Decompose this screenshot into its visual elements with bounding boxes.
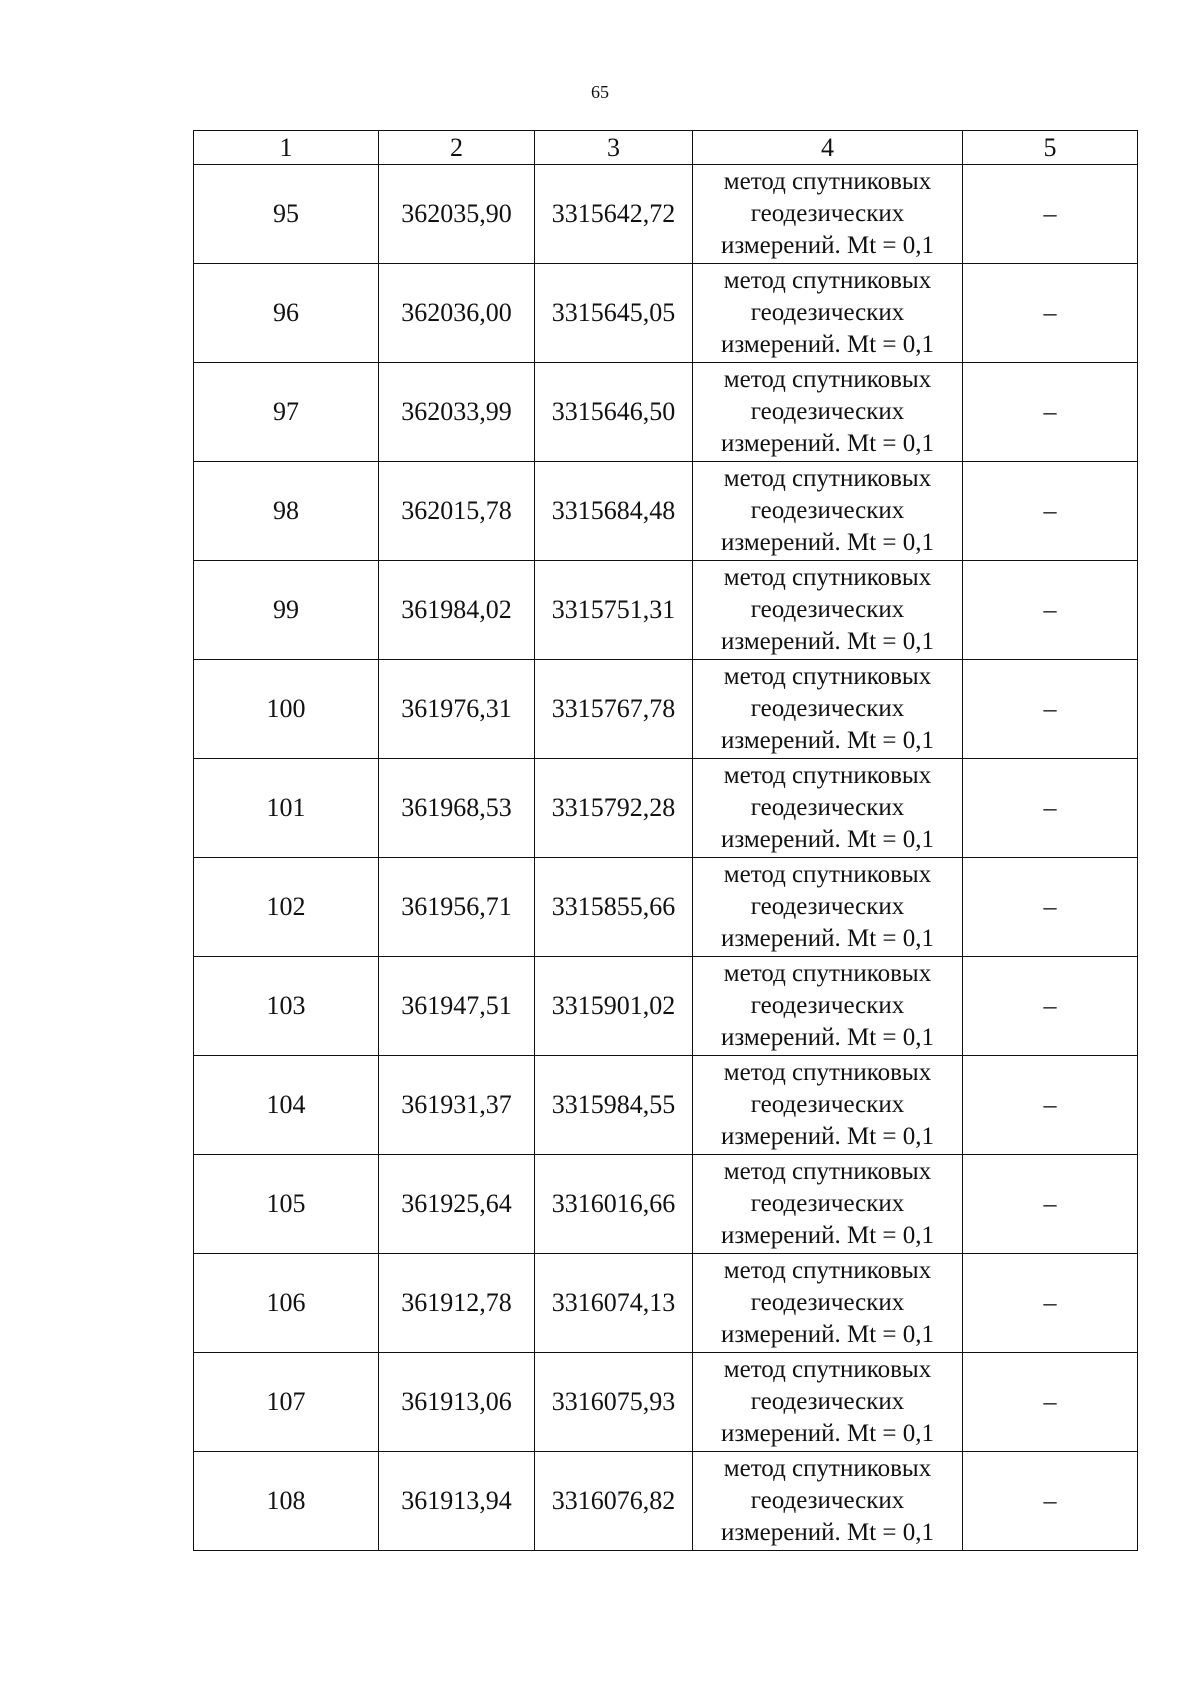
- point-number-cell: 104: [194, 1056, 379, 1155]
- method-text-line: геодезических: [750, 1289, 905, 1316]
- y-coordinate-cell: 3315642,72: [535, 165, 693, 264]
- x-coordinate-cell: 361913,06: [379, 1353, 535, 1452]
- method-cell: [693, 561, 963, 660]
- method-text-line: метод спутниковых: [723, 663, 932, 690]
- point-number-cell: 100: [194, 660, 379, 759]
- coordinates-table: [193, 130, 1138, 1551]
- y-coordinate-cell: 3315901,02: [535, 957, 693, 1056]
- method-cell: [693, 462, 963, 561]
- table-row: [194, 165, 1138, 264]
- method-text-line: метод спутниковых: [723, 366, 932, 393]
- point-number-cell: 99: [194, 561, 379, 660]
- header-cell-5: 5: [963, 131, 1138, 165]
- note-cell: –: [963, 957, 1138, 1056]
- table-row: [194, 1353, 1138, 1452]
- method-text-line: метод спутниковых: [723, 960, 932, 987]
- table-row: [194, 561, 1138, 660]
- method-text-line: измерений. Mt = 0,1: [720, 628, 935, 655]
- method-cell: [693, 1155, 963, 1254]
- method-text-line: геодезических: [750, 200, 905, 227]
- y-coordinate-cell: 3315645,05: [535, 264, 693, 363]
- x-coordinate-cell: 361913,94: [379, 1452, 535, 1551]
- x-coordinate-cell: 361984,02: [379, 561, 535, 660]
- y-coordinate-cell: 3315855,66: [535, 858, 693, 957]
- x-coordinate-cell: 361925,64: [379, 1155, 535, 1254]
- table-row: [194, 858, 1138, 957]
- y-coordinate-cell: 3315792,28: [535, 759, 693, 858]
- method-text-line: метод спутниковых: [723, 1455, 932, 1482]
- x-coordinate-cell: 361968,53: [379, 759, 535, 858]
- method-text-line: геодезических: [750, 794, 905, 821]
- point-number-cell: 107: [194, 1353, 379, 1452]
- method-text-line: метод спутниковых: [723, 564, 932, 591]
- method-text-line: геодезических: [750, 596, 905, 623]
- method-text-line: геодезических: [750, 1190, 905, 1217]
- method-cell: [693, 363, 963, 462]
- y-coordinate-cell: 3316074,13: [535, 1254, 693, 1353]
- method-text-line: метод спутниковых: [723, 861, 932, 888]
- method-text-line: измерений. Mt = 0,1: [720, 529, 935, 556]
- table-header-row: [194, 131, 1138, 165]
- note-cell: –: [963, 858, 1138, 957]
- method-text-line: измерений. Mt = 0,1: [720, 1222, 935, 1249]
- method-cell: [693, 264, 963, 363]
- point-number-cell: 95: [194, 165, 379, 264]
- note-cell: –: [963, 1254, 1138, 1353]
- method-cell: [693, 957, 963, 1056]
- method-text-line: метод спутниковых: [723, 465, 932, 492]
- method-text-line: метод спутниковых: [723, 762, 932, 789]
- method-text-line: метод спутниковых: [723, 267, 932, 294]
- x-coordinate-cell: 361931,37: [379, 1056, 535, 1155]
- point-number-cell: 108: [194, 1452, 379, 1551]
- method-text-line: измерений. Mt = 0,1: [720, 232, 935, 259]
- method-text-line: измерений. Mt = 0,1: [720, 826, 935, 853]
- method-text-line: метод спутниковых: [723, 1158, 932, 1185]
- x-coordinate-cell: 361947,51: [379, 957, 535, 1056]
- note-cell: –: [963, 1353, 1138, 1452]
- note-cell: –: [963, 759, 1138, 858]
- method-cell: [693, 165, 963, 264]
- method-text-line: геодезических: [750, 695, 905, 722]
- x-coordinate-cell: 362035,90: [379, 165, 535, 264]
- table-row: [194, 957, 1138, 1056]
- method-text-line: геодезических: [750, 299, 905, 326]
- table-row: [194, 1452, 1138, 1551]
- table-body: [194, 165, 1138, 1551]
- method-text-line: геодезических: [750, 398, 905, 425]
- note-cell: –: [963, 660, 1138, 759]
- method-text-line: измерений. Mt = 0,1: [720, 727, 935, 754]
- method-cell: [693, 858, 963, 957]
- x-coordinate-cell: 362036,00: [379, 264, 535, 363]
- y-coordinate-cell: 3315984,55: [535, 1056, 693, 1155]
- point-number-cell: 102: [194, 858, 379, 957]
- header-cell-3: 3: [535, 131, 693, 165]
- point-number-cell: 106: [194, 1254, 379, 1353]
- x-coordinate-cell: 362033,99: [379, 363, 535, 462]
- point-number-cell: 103: [194, 957, 379, 1056]
- table-row: [194, 264, 1138, 363]
- table-row: [194, 1056, 1138, 1155]
- method-text-line: измерений. Mt = 0,1: [720, 1024, 935, 1051]
- point-number-cell: 96: [194, 264, 379, 363]
- y-coordinate-cell: 3315646,50: [535, 363, 693, 462]
- method-text-line: измерений. Mt = 0,1: [720, 1321, 935, 1348]
- page-number: 65: [591, 82, 609, 102]
- method-cell: [693, 660, 963, 759]
- table-row: [194, 1254, 1138, 1353]
- note-cell: –: [963, 264, 1138, 363]
- point-number-cell: 101: [194, 759, 379, 858]
- method-text-line: измерений. Mt = 0,1: [720, 925, 935, 952]
- point-number-cell: 98: [194, 462, 379, 561]
- point-number-cell: 97: [194, 363, 379, 462]
- note-cell: –: [963, 462, 1138, 561]
- y-coordinate-cell: 3316016,66: [535, 1155, 693, 1254]
- method-cell: [693, 1452, 963, 1551]
- method-cell: [693, 759, 963, 858]
- method-text-line: измерений. Mt = 0,1: [720, 1519, 935, 1546]
- y-coordinate-cell: 3315767,78: [535, 660, 693, 759]
- table-row: [194, 363, 1138, 462]
- method-text-line: геодезических: [750, 497, 905, 524]
- method-text-line: геодезических: [750, 1091, 905, 1118]
- note-cell: –: [963, 1155, 1138, 1254]
- method-text-line: метод спутниковых: [723, 1356, 932, 1383]
- method-cell: [693, 1254, 963, 1353]
- x-coordinate-cell: 361956,71: [379, 858, 535, 957]
- note-cell: –: [963, 561, 1138, 660]
- note-cell: –: [963, 363, 1138, 462]
- method-cell: [693, 1056, 963, 1155]
- method-text-line: измерений. Mt = 0,1: [720, 1420, 935, 1447]
- note-cell: –: [963, 1452, 1138, 1551]
- table-row: [194, 1155, 1138, 1254]
- method-text-line: геодезических: [750, 893, 905, 920]
- header-cell-1: 1: [194, 131, 379, 165]
- header-cell-2: 2: [379, 131, 535, 165]
- y-coordinate-cell: 3316075,93: [535, 1353, 693, 1452]
- method-text-line: геодезических: [750, 992, 905, 1019]
- y-coordinate-cell: 3315751,31: [535, 561, 693, 660]
- y-coordinate-cell: 3315684,48: [535, 462, 693, 561]
- method-text-line: геодезических: [750, 1487, 905, 1514]
- note-cell: –: [963, 165, 1138, 264]
- x-coordinate-cell: 361976,31: [379, 660, 535, 759]
- header-cell-4: 4: [693, 131, 963, 165]
- method-text-line: метод спутниковых: [723, 1257, 932, 1284]
- x-coordinate-cell: 361912,78: [379, 1254, 535, 1353]
- method-text-line: измерений. Mt = 0,1: [720, 430, 935, 457]
- method-text-line: измерений. Mt = 0,1: [720, 1123, 935, 1150]
- table-row: [194, 462, 1138, 561]
- method-text-line: геодезических: [750, 1388, 905, 1415]
- point-number-cell: 105: [194, 1155, 379, 1254]
- table-row: [194, 660, 1138, 759]
- table-row: [194, 759, 1138, 858]
- method-text-line: метод спутниковых: [723, 1059, 932, 1086]
- method-cell: [693, 1353, 963, 1452]
- x-coordinate-cell: 362015,78: [379, 462, 535, 561]
- method-text-line: метод спутниковых: [723, 168, 932, 195]
- method-text-line: измерений. Mt = 0,1: [720, 331, 935, 358]
- y-coordinate-cell: 3316076,82: [535, 1452, 693, 1551]
- note-cell: –: [963, 1056, 1138, 1155]
